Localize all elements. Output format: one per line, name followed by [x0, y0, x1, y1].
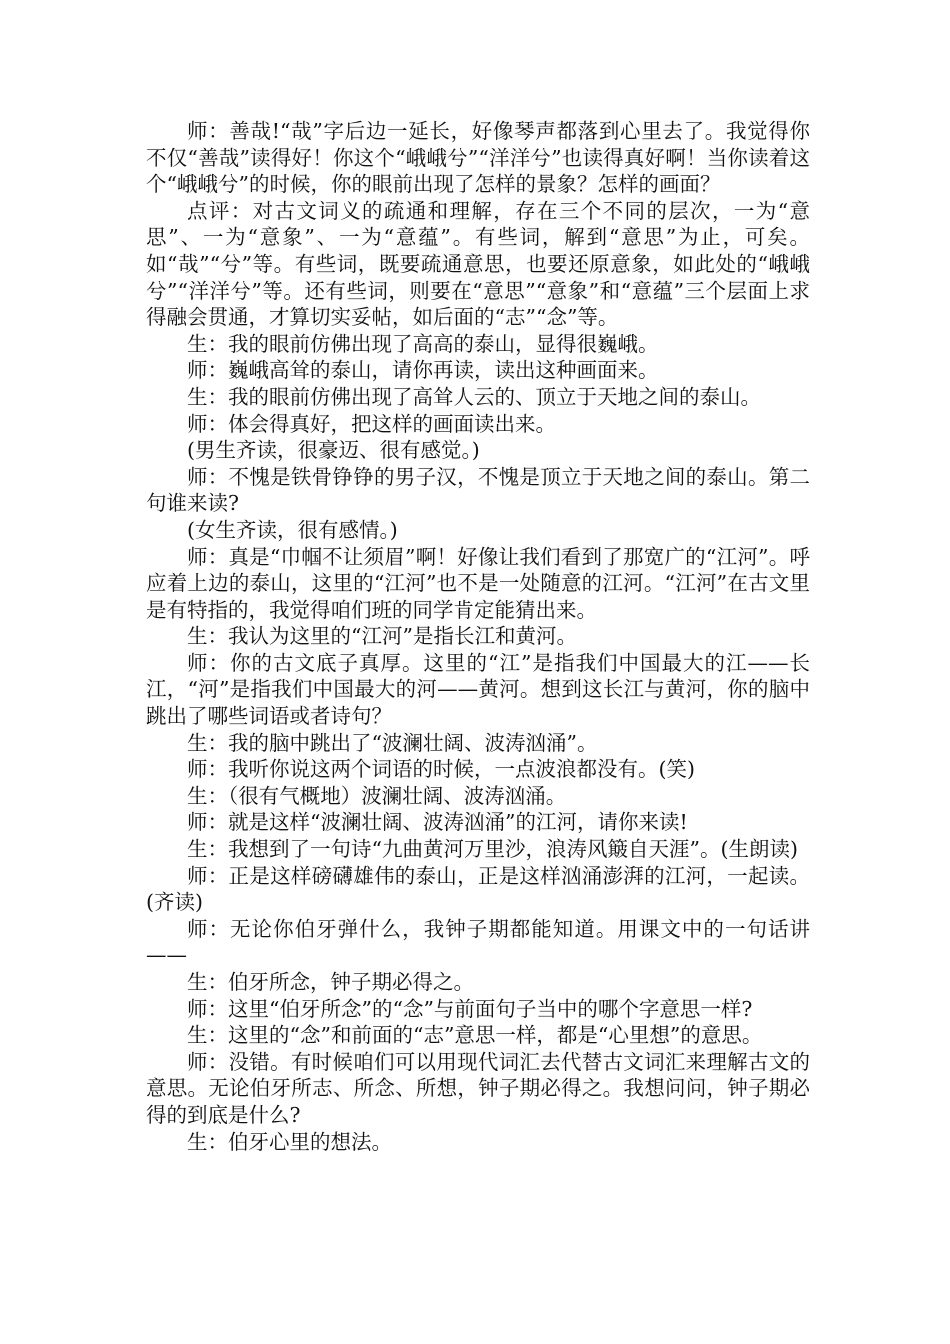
paragraph: 师：没错。有时候咱们可以用现代词汇去代替古文词汇来理解古文的意思。无论伯牙所志、所念、所想，钟子期必得之。我想问问，钟子期必得的到底是什么? — [146, 1049, 810, 1127]
paragraph: 师：正是这样磅礴雄伟的泰山，正是这样汹涌澎湃的江河，一起读。(齐读) — [146, 863, 810, 915]
paragraph: 师：巍峨高耸的泰山，请你再读，读出这种画面来。 — [187, 358, 659, 383]
paragraph: 生：我的脑中跳出了“波澜壮阔、波涛汹涌”。 — [187, 730, 598, 755]
paragraph: 师：我听你说这两个词语的时候，一点波浪都没有。(笑) — [187, 757, 695, 782]
paragraph: 师：这里“伯牙所念”的“念”与前面句子当中的哪个字意思一样? — [187, 996, 753, 1021]
paragraph: 生：伯牙心里的想法。 — [187, 1129, 392, 1154]
lesson-transcript — [146, 118, 810, 1155]
paragraph: 生：我认为这里的“江河”是指长江和黄河。 — [187, 624, 577, 649]
paragraph: (女生齐读，很有感情。) — [187, 517, 398, 542]
paragraph: 师：就是这样“波澜壮阔、波涛汹涌”的江河，请你来读! — [187, 810, 688, 835]
paragraph: 生：这里的“念”和前面的“志”意思一样，都是“心里想”的意思。 — [187, 1023, 763, 1048]
paragraph: 师：不愧是铁骨铮铮的男子汉，不愧是顶立于天地之间的泰山。第二句谁来读? — [146, 464, 810, 516]
paragraph: 点评：对古文词义的疏通和理解，存在三个不同的层次，一为“意思”、一为“意象”、一为“意蕴”。有些词，解到“意思”为止，可矣。如“哉”“兮”等。有些词，既要疏通意思，也要还原意象，如此处的“峨峨兮”“洋洋兮”等。还有些词，则要在“意思”“意象”和“意蕴”三个层面上求得融会贯通，才算切实妥帖，如后面的“志”“念”等。 — [146, 198, 810, 330]
paragraph: 师：无论你伯牙弹什么，我钟子期都能知道。用课文中的一句话讲—— — [146, 916, 810, 968]
paragraph: 生：伯牙所念，钟子期必得之。 — [187, 970, 474, 994]
paragraph: 生：我想到了一句诗“九曲黄河万里沙，浪涛风簸自天涯”。(生朗读) — [187, 837, 798, 862]
paragraph: 师：真是“巾帼不让须眉”啊！好像让我们看到了那宽广的“江河”。呼应着上边的泰山，这里的“江河”也不是一处随意的江河。“江河”在古文里是有特指的，我觉得咱们班的同学肯定能猜出来。 — [146, 544, 810, 622]
paragraph: 师：体会得真好，把这样的画面读出来。 — [187, 411, 556, 436]
paragraph: 师：善哉!“哉”字后边一延长，好像琴声都落到心里去了。我觉得你不仅“善哉”读得好！你这个“峨峨兮”“洋洋兮”也读得真好啊！当你读着这个“峨峨兮”的时候，你的眼前出现了怎样的景象？怎样的画面？ — [146, 119, 810, 197]
paragraph: 生：我的眼前仿佛出现了高高的泰山，显得很巍峨。 — [187, 331, 659, 356]
paragraph: 生：我的眼前仿佛出现了高耸人云的、顶立于天地之间的泰山。 — [187, 384, 761, 409]
paragraph: (男生齐读，很豪迈、很有感觉。) — [187, 438, 480, 463]
paragraph: 生：（很有气概地）波澜壮阔、波涛汹涌。 — [187, 783, 567, 808]
paragraph: 师：你的古文底子真厚。这里的“江”是指我们中国最大的江——长江，“河”是指我们中国最大的河——黄河。想到这长江与黄河，你的脑中跳出了哪些词语或者诗句？ — [146, 650, 810, 729]
